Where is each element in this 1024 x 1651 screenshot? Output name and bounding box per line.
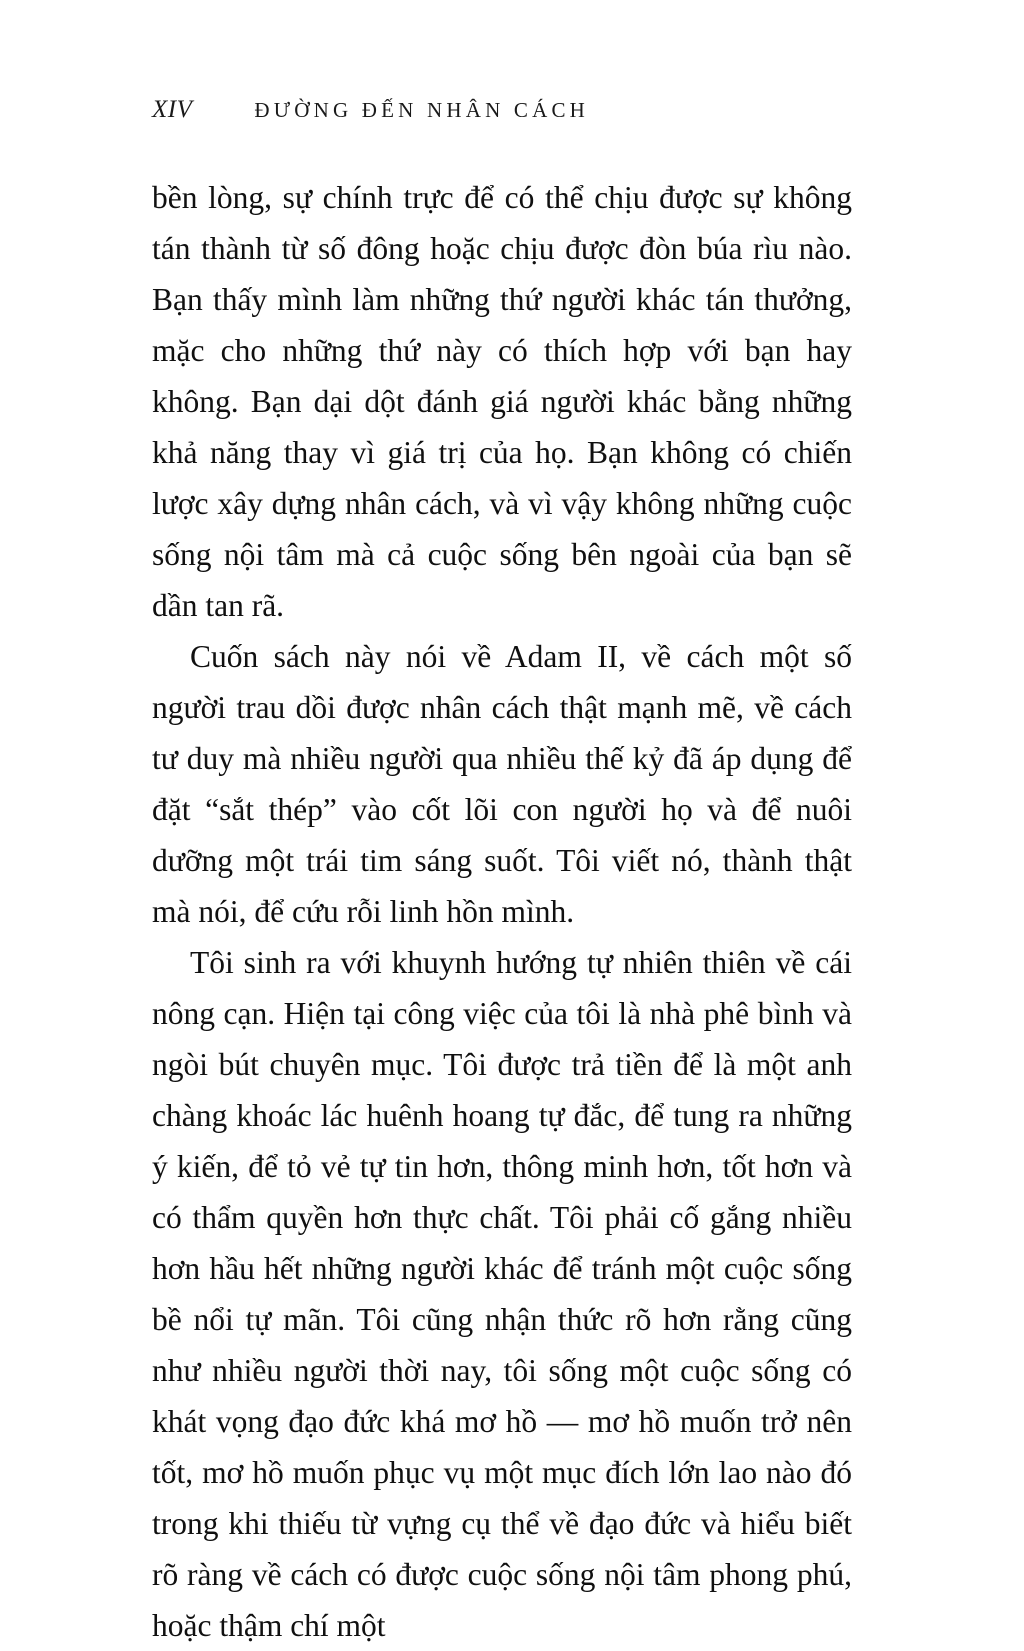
paragraph: Cuốn sách này nói về Adam II, về cách một số người trau dồi được nhân cách thật mạnh mẽ, về cách tư duy mà nhiều người qua nhiều thế kỷ đã áp dụng để đặt “sắt thép” vào cốt lõi con người họ và để nuôi dưỡng một trái tim sáng suốt. Tôi viết nó, thành thật mà nói, để cứu rỗi linh hồn mình.	[152, 639, 852, 929]
book-title-header: ĐƯỜNG ĐẾN NHÂN CÁCH	[254, 98, 590, 122]
paragraph: Tôi sinh ra với khuynh hướng tự nhiên thiên về cái nông cạn. Hiện tại công việc của tôi là nhà phê bình và ngòi bút chuyên mục. Tôi được trả tiền để là một anh chàng khoác lác huênh hoang tự đắc, để tung ra những ý kiến, để tỏ vẻ tự tin hơn, thông minh hơn, tốt hơn và có thẩm quyền hơn thực chất. Tôi phải cố gắng nhiều hơn hầu hết những người khác để tránh một cuộc sống bề nổi tự mãn. Tôi cũng nhận thức rõ hơn rằng cũng như nhiều người thời nay, tôi sống một cuộc sống có khát vọng đạo đức khá mơ hồ — mơ hồ muốn trở nên tốt, mơ hồ muốn phục vụ một mục đích lớn lao nào đó trong khi thiếu từ vựng cụ thể về đạo đức và hiểu biết rõ ràng về cách có được cuộc sống nội tâm phong phú, hoặc thậm chí một	[152, 945, 852, 1643]
running-head	[152, 96, 872, 124]
paragraph: bền lòng, sự chính trực để có thể chịu được sự không tán thành từ số đông hoặc chịu được đòn búa rìu nào. Bạn thấy mình làm những thứ người khác tán thưởng, mặc cho những thứ này có thích hợp với bạn hay không. Bạn dại dột đánh giá người khác bằng những khả năng thay vì giá trị của họ. Bạn không có chiến lược xây dựng nhân cách, và vì vậy không những cuộc sống nội tâm mà cả cuộc sống bên ngoài của bạn sẽ dần tan rã.	[152, 180, 852, 623]
body-text	[152, 172, 852, 1651]
page-number: XIV	[152, 96, 193, 123]
